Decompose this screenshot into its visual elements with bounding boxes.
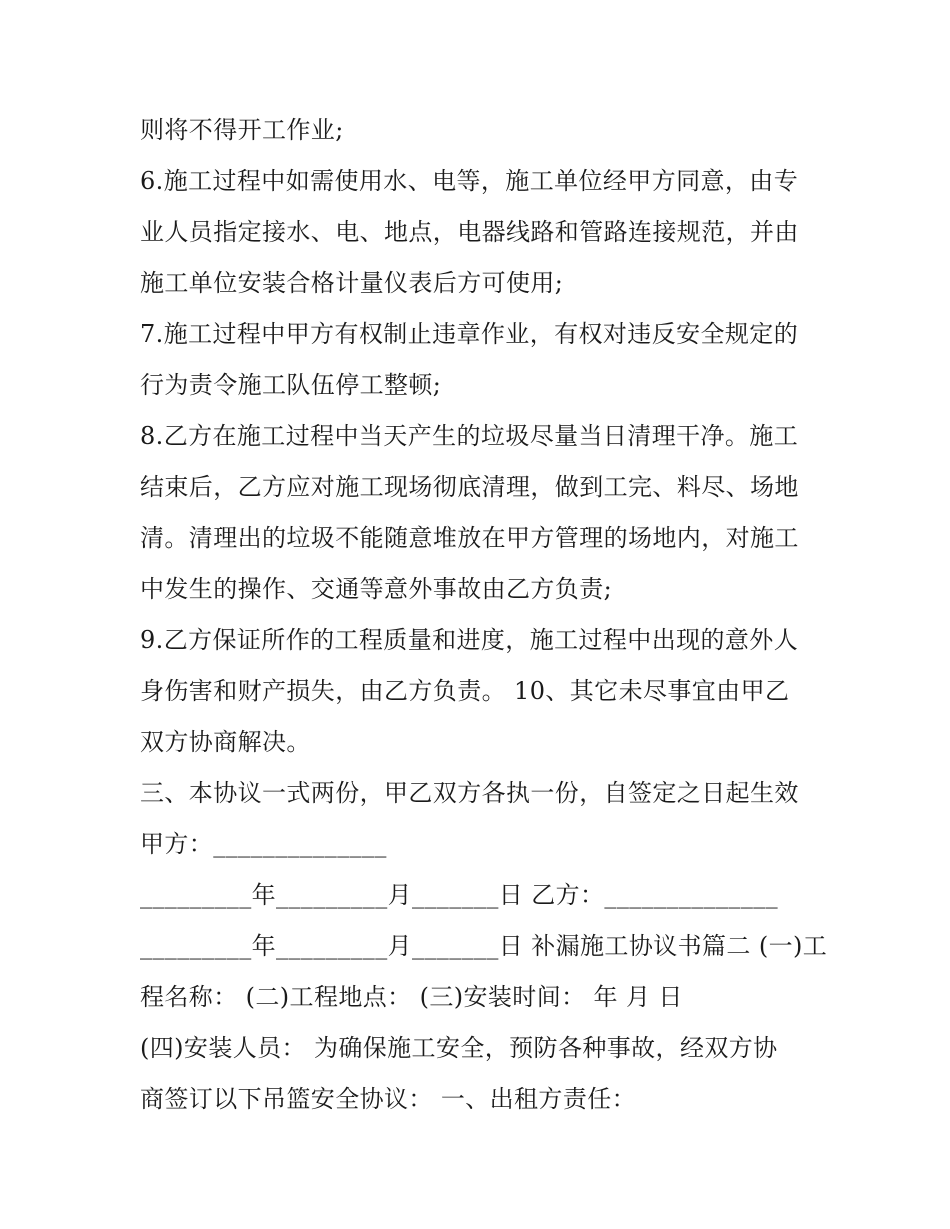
text-line: 则将不得开工作业;	[140, 116, 344, 144]
text-line: 商签订以下吊篮安全协议： 一、出租方责任：	[140, 1085, 637, 1113]
text-line: 施工单位安装合格计量仪表后方可使用;	[140, 269, 564, 297]
text-line: 9.乙方保证所作的工程质量和进度，施工过程中出现的意外人	[140, 626, 799, 654]
text-line: 行为责令施工队伍停工整顿;	[140, 371, 442, 399]
text-line: 清。清理出的垃圾不能随意堆放在甲方管理的场地内，对施工	[140, 524, 799, 552]
text-line: 程名称： (二)工程地点： (三)安装时间： 年 月 日	[140, 983, 683, 1011]
text-line: 双方协商解决。	[140, 728, 311, 756]
signature-line-party-a: 甲方：______________	[140, 830, 387, 858]
text-line: 身伤害和财产损失，由乙方负责。 10、其它未尽事宜由甲乙	[140, 677, 790, 705]
text-line: 三、本协议一式两份，甲乙双方各执一份，自签定之日起生效	[140, 779, 799, 807]
text-line: 中发生的操作、交通等意外事故由乙方负责;	[140, 575, 613, 603]
text-line: 7.施工过程中甲方有权制止违章作业，有权对违反安全规定的	[140, 320, 799, 348]
text-line: 业人员指定接水、电、地点，电器线路和管路连接规范，并由	[140, 218, 799, 246]
text-line: 6.施工过程中如需使用水、电等，施工单位经甲方同意，由专	[140, 167, 799, 195]
text-line: 8.乙方在施工过程中当天产生的垃圾尽量当日清理干净。施工	[140, 422, 799, 450]
text-line: 结束后，乙方应对施工现场彻底清理，做到工完、料尽、场地	[140, 473, 799, 501]
text-line: (四)安装人员： 为确保施工安全，预防各种事故，经双方协	[140, 1034, 778, 1062]
date-line-party-b: _________年_________月_______日 乙方：______________	[140, 881, 779, 909]
date-line-section-two: _________年_________月_______日 补漏施工协议书篇二 (一)工	[140, 932, 828, 960]
